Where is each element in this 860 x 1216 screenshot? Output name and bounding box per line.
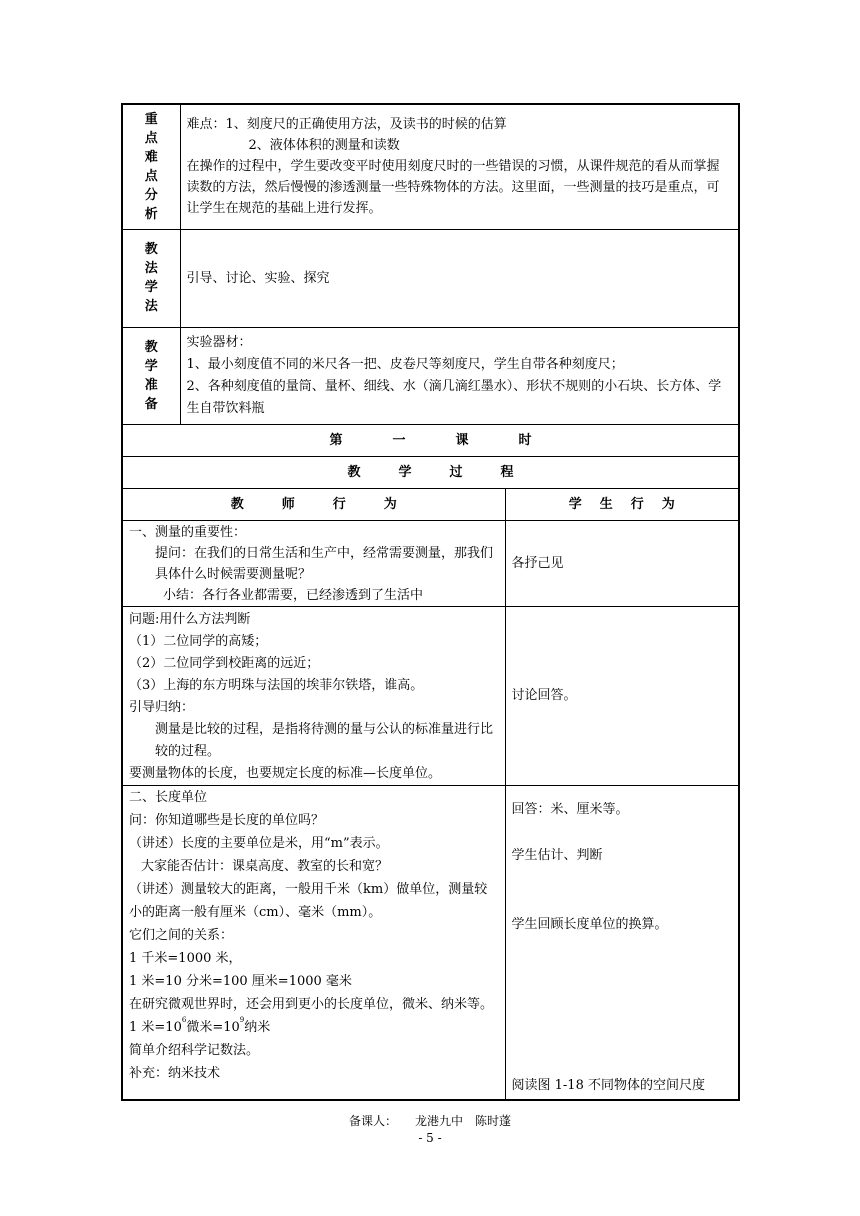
key-points-label: 重 点 难 点 分 析 [122,104,180,229]
preparer-footer: 备课人： 龙港九中 陈时蓬 [348,1114,511,1128]
key-points-row [122,104,739,229]
preparation-line-3: 2、各种刻度值的量筒、量杯、细线、水（滴几滴红墨水）、形状不规则的小石块、长方体、学生自带饮料瓶 [186,378,722,416]
methods-text: 引导、讨论、实验、探究 [186,270,330,286]
lesson-title-row [122,424,739,456]
lesson-title: 第 一 课 时 [122,424,739,456]
lesson-plan-table [121,103,740,1101]
unit-conversion-formula: 1 米$=10^6$微米$=10^9$纳米 [129,1015,271,1035]
column-header-row [122,488,739,520]
teacher-cell-3: 二、长度单位 问：你知道哪些是长度的单位吗？ （讲述）长度的主要单位是米，用“m”表示。 大家能否估计：课桌高度、教室的长和宽？ （讲述）测量较大的距离，一般用千米（km）做单位，测量较小的距离一般有厘米（cm）、毫米（mm）。 它们之间的关系： 1 千米=1000 米， 1 米=10 分米=100 厘米=1000 毫米 在研究微观世界时，还会用到更小的长度单位，微米、纳米等。 1 米$=10^6$微米$=10^9$纳米 简单介绍科学记数法。 补充：纳米技术 [122,785,505,1100]
difficulty-line-2: 2、液体体积的测量和读数 [248,138,400,154]
teacher-column-header: 教 师 行 为 [122,488,505,520]
preparation-line-1: 实验器材： [186,334,252,350]
process-title-row [122,456,739,488]
preparation-line-2: 1、最小刻度值不同的米尺各一把、皮卷尺等刻度尺，学生自带各种刻度尺； [186,356,624,372]
student-cell-1: 各抒己见 [505,520,739,606]
methods-content [180,229,739,327]
process-row-importance [122,520,739,606]
student-column-header: 学 生 行 为 [505,488,739,520]
student-cell-2: 讨论回答。 [505,606,739,785]
difficulty-line-1: 难点：1、刻度尺的正确使用方法，及读书的时候的估算 [186,117,507,133]
page-number: - 5 - [418,1131,442,1145]
methods-row [122,229,739,327]
process-row-compare [122,606,739,785]
teacher-cell-1: 一、测量的重要性： 提问：在我们的日常生活和生产中，经常需要测量，那我们具体什么时候需要测量呢？ 小结：各行各业都需要，已经渗透到了生活中 [122,520,505,606]
student-cell-3: 回答：米、厘米等。 学生估计、判断 学生回顾长度单位的换算。 阅读图 1-18 不同物体的空间尺度 [505,785,739,1100]
preparation-label: 教 学 准 备 [122,327,180,424]
key-points-paragraph: 在操作的过程中，学生要改变平时使用刻度尺时的一些错误的习惯，从课件规范的看从而掌握读数的方法，然后慢慢的渗透测量一些特殊物体的方法。这里面，一些测量的技巧是重点，可让学生在规范的基础上进行发挥。 [186,159,720,217]
key-points-content [180,104,739,229]
process-title: 教 学 过 程 [122,456,739,488]
methods-label: 教 法 学 法 [122,229,180,327]
preparation-row [122,327,739,424]
process-row-length-units [122,785,739,1100]
preparation-content [180,327,739,424]
teacher-cell-2: 问题:用什么方法判断 （1）二位同学的高矮； （2）二位同学到校距离的远近； （3）上海的东方明珠与法国的埃菲尔铁塔，谁高。 引导归纳： 测量是比较的过程，是指将待测的量与公认的标准量进行比较的过程。 要测量物体的长度，也要规定长度的标准—长度单位。 [122,606,505,785]
